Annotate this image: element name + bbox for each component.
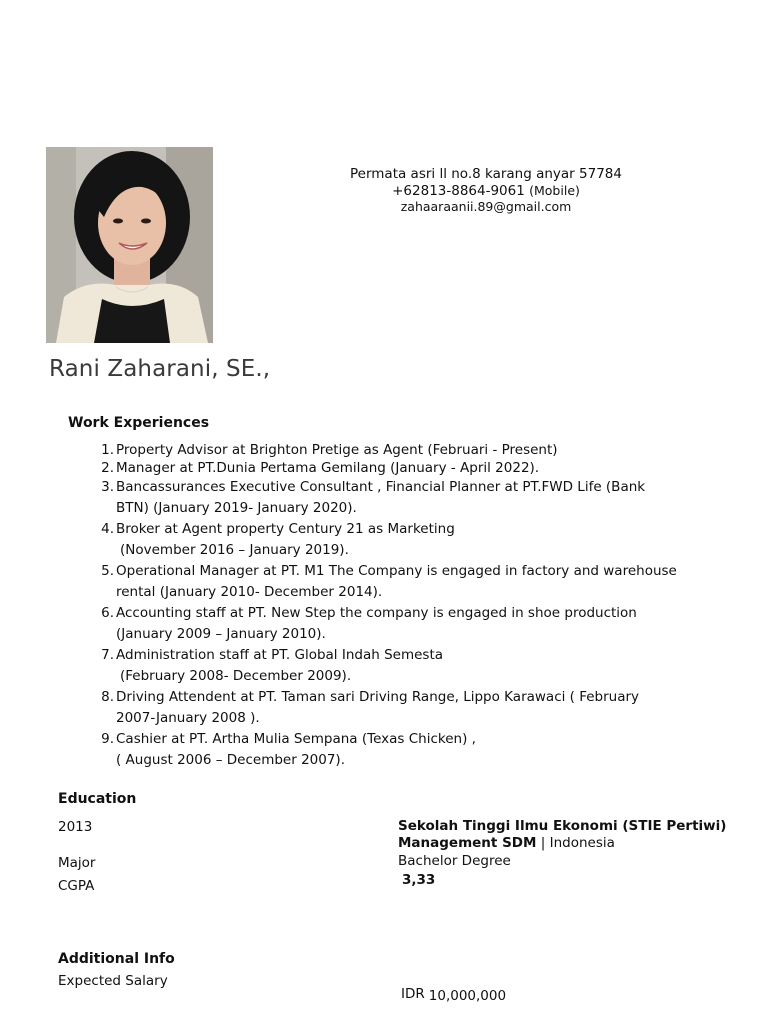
work-item-line: Bancassurances Executive Consultant , Financial Planner at PT.FWD Life (Bank [116, 479, 646, 495]
work-item-line: Accounting staff at PT. New Step the company is engaged in shoe production [116, 605, 637, 621]
education-year: 2013 [58, 819, 93, 835]
work-item [86, 459, 666, 477]
country: Indonesia [549, 835, 615, 851]
salary-amount: 10,000,000 [428, 988, 507, 1004]
work-item-line: (November 2016 – January 2019). [120, 542, 349, 558]
work-item-line: Driving Attendent at PT. Taman sari Driving Range, Lippo Karawaci ( February [116, 689, 640, 705]
work-item-line: (January 2009 – January 2010). [116, 626, 326, 642]
work-item-number: 9. [101, 731, 114, 747]
work-item [86, 603, 666, 645]
address: Permata asri ll no.8 karang anyar 57784 [350, 166, 622, 182]
work-item-number: 4. [101, 521, 114, 537]
work-item-line: rental (January 2010- December 2014). [116, 584, 383, 600]
phone-type: (Mobile) [529, 182, 580, 198]
expected-salary-value [401, 986, 506, 1002]
expected-salary-label: Expected Salary [58, 973, 168, 989]
work-item [86, 687, 666, 729]
work-item [86, 477, 666, 519]
work-item-line: Operational Manager at PT. M1 The Company is engaged in factory and warehouse [116, 563, 677, 579]
work-item-line: Administration staff at PT. Global Indah Semesta [116, 647, 444, 663]
phone-line [330, 183, 642, 200]
work-experience-list [86, 441, 677, 771]
currency: IDR [401, 986, 425, 1002]
work-item [86, 729, 666, 771]
work-item [86, 645, 666, 687]
work-item-line: Cashier at PT. Artha Mulia Sempana (Texas Chicken) , [116, 731, 476, 747]
cgpa-value: 3,33 [402, 872, 436, 888]
major-label: Major [58, 855, 96, 871]
work-item-line: Manager at PT.Dunia Pertama Gemilang (January - April 2022). [116, 460, 540, 476]
work-item-number: 6. [101, 605, 114, 621]
separator: | [540, 835, 546, 851]
work-item-line: ( August 2006 – December 2007). [116, 752, 345, 768]
work-item [86, 561, 677, 603]
work-item [86, 519, 666, 561]
work-experiences-heading: Work Experiences [68, 415, 210, 431]
major-line [398, 835, 615, 853]
candidate-name: Rani Zaharani, SE., [49, 356, 271, 382]
contact-block [330, 166, 642, 216]
profile-photo [46, 147, 213, 343]
school-name: Sekolah Tinggi Ilmu Ekonomi (STIE Pertiwi) [398, 818, 727, 834]
cgpa-label: CGPA [58, 878, 95, 894]
work-item-number: 7. [101, 647, 114, 663]
additional-info-heading: Additional Info [58, 951, 175, 967]
major-value: Management SDM [398, 835, 537, 851]
work-item-number: 3. [101, 479, 114, 495]
work-item-line: 2007-January 2008 ). [116, 710, 260, 726]
education-heading: Education [58, 791, 137, 807]
phone-number: +62813-8864-9061 [392, 182, 525, 199]
work-item-line: BTN) (January 2019- January 2020). [116, 500, 357, 516]
work-item-line: (February 2008- December 2009). [120, 668, 352, 684]
work-item [86, 441, 666, 459]
work-item-number: 2. [101, 460, 114, 476]
work-item-number: 1. [101, 442, 114, 458]
work-item-line: Property Advisor at Brighton Pretige as Agent (Februari - Present) [116, 442, 558, 458]
degree: Bachelor Degree [398, 853, 511, 869]
email: zahaaraanii.89@gmail.com [400, 199, 572, 214]
work-item-number: 8. [101, 689, 114, 705]
work-item-line: Broker at Agent property Century 21 as Marketing [116, 521, 455, 537]
work-item-number: 5. [101, 563, 114, 579]
